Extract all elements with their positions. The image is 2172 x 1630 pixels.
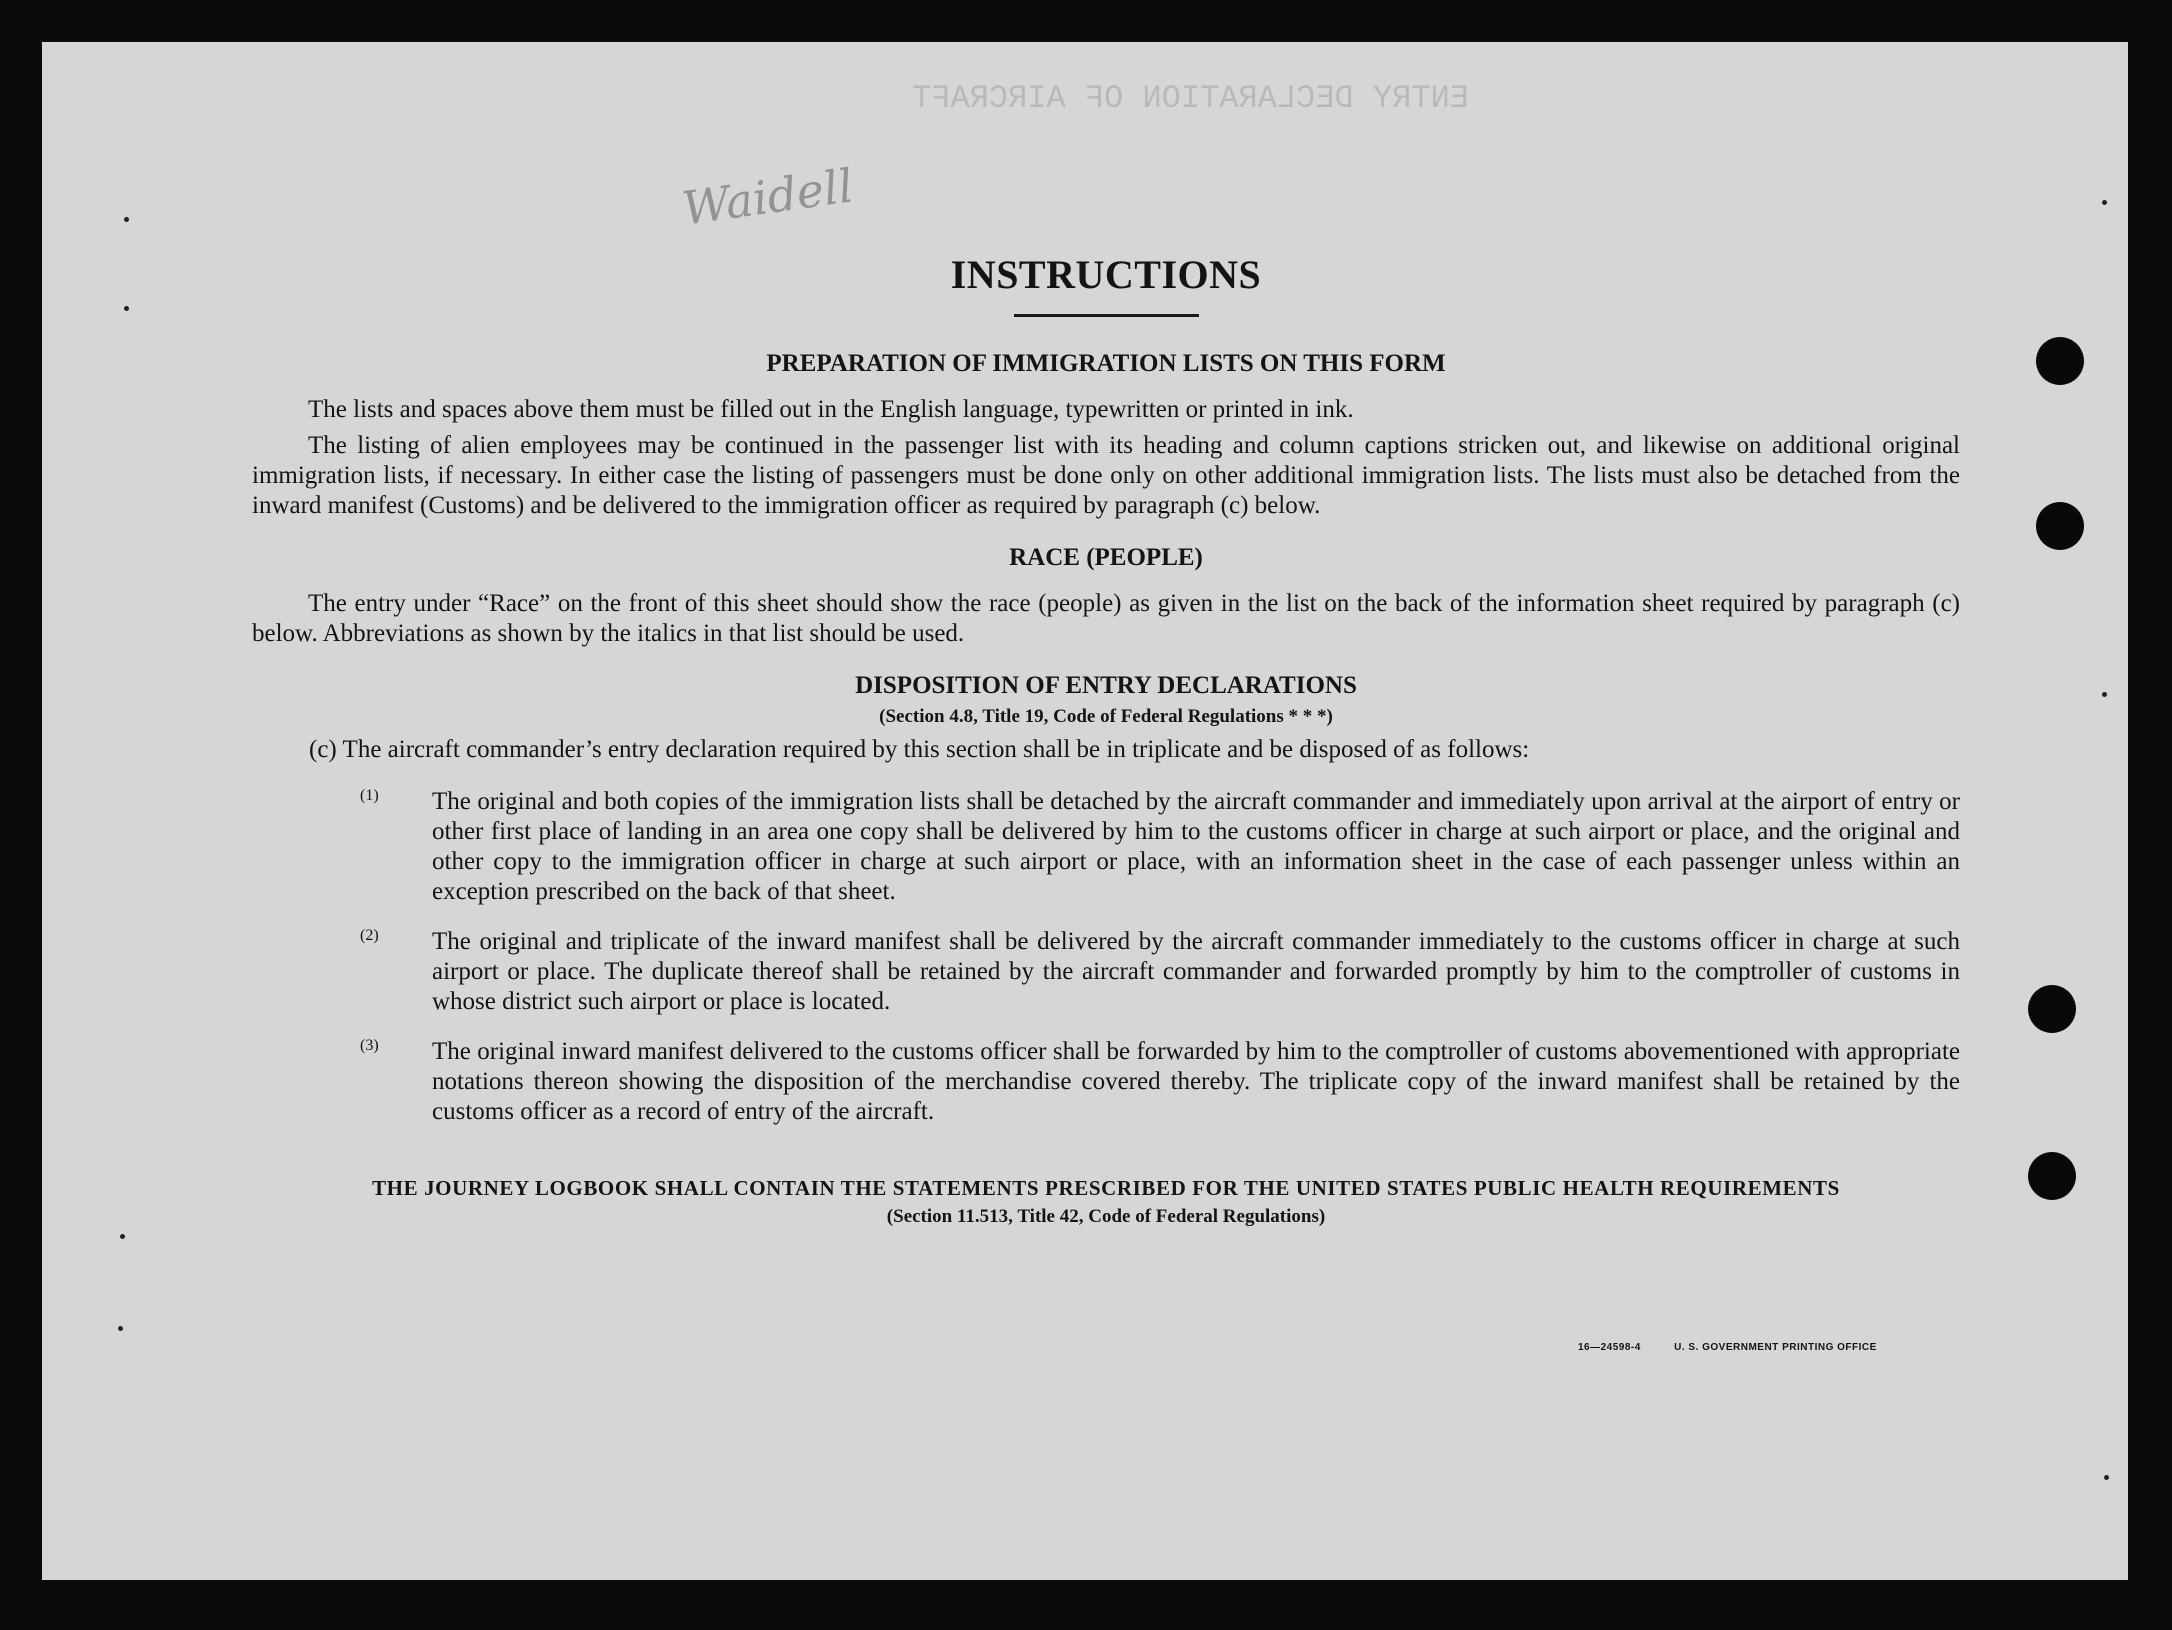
speck (124, 306, 129, 311)
disposition-item (252, 927, 1960, 1017)
show-through-text: ENTRY DECLARATION OF AIRCRAFT (912, 80, 1469, 117)
print-footer (1578, 1342, 1907, 1353)
speck (2104, 1475, 2109, 1480)
document-page (42, 42, 2128, 1580)
disposition-citation: (Section 4.8, Title 19, Code of Federal Regulations * * *) (879, 706, 1333, 727)
disposition-intro: (c) The aircraft commander’s entry declaration required by this section shall be in triplicate and be disposed of as follows: (309, 736, 1530, 763)
speck (2102, 692, 2107, 697)
speck (124, 217, 129, 222)
page-title: INSTRUCTIONS (950, 252, 1262, 297)
disposition-item (252, 787, 1960, 907)
health-statement: THE JOURNEY LOGBOOK SHALL CONTAIN THE STATEMENTS PRESCRIBED FOR THE UNITED STATES PUBLIC HEALTH REQUIREMENTS (372, 1176, 1840, 1200)
punch-hole (2028, 1152, 2076, 1200)
punch-hole (2036, 502, 2084, 550)
handwritten-annotation: Waidell (679, 158, 857, 236)
speck (2102, 200, 2107, 205)
item-text: The original and both copies of the immigration lists shall be detached by the aircraft commander and immediately upon arrival at the airport of entry or other first place of landing in an area one copy shall be delivered by him to the customs officer in charge at such airport or place, and the original and other copy to the immigration officer in charge at such airport or place, with an information sheet in the case of each passenger unless within an exception prescribed on the back of that sheet. (432, 788, 1960, 905)
punch-hole (2028, 985, 2076, 1033)
disposition-heading: DISPOSITION OF ENTRY DECLARATIONS (855, 672, 1357, 699)
speck (118, 1326, 123, 1331)
item-text: The original and triplicate of the inward manifest shall be delivered by the aircraft commander immediately to the customs officer in charge at such airport or place. The duplicate thereof shall be retained by the aircraft commander and forwarded promptly by him to the comptroller of customs in whose district such airport or place is located. (432, 928, 1960, 1015)
speck (120, 1234, 125, 1239)
form-number: 16—24598-4 (1578, 1342, 1641, 1353)
preparation-paragraph: The listing of alien employees may be continued in the passenger list with its heading and column captions stricken out, and likewise on additional original immigration lists, if necessary. In either case the listing of passengers must be done only on other additional immigration lists. The lists must also be detached from the inward manifest (Customs) and be delivered to the immigration officer as required by paragraph (c) below. (252, 432, 1960, 519)
title-rule (1014, 314, 1199, 317)
preparation-paragraph: The lists and spaces above them must be filled out in the English language, typewritten or printed in ink. (308, 396, 1354, 423)
health-citation: (Section 11.513, Title 42, Code of Federal Regulations) (886, 1206, 1326, 1227)
race-paragraph: The entry under “Race” on the front of this sheet should show the race (people) as given in the list on the back of the information sheet required by paragraph (c) below. Abbreviations as shown by the italics in that list should be used. (252, 590, 1960, 647)
disposition-item (252, 1037, 1960, 1127)
item-number: (1) (360, 787, 379, 804)
instructions-body (252, 252, 1960, 1231)
item-number: (2) (360, 927, 379, 944)
item-number: (3) (360, 1037, 379, 1054)
punch-hole (2036, 337, 2084, 385)
printer-credit: U. S. GOVERNMENT PRINTING OFFICE (1674, 1342, 1877, 1353)
preparation-heading: PREPARATION OF IMMIGRATION LISTS ON THIS FORM (766, 350, 1446, 377)
item-text: The original inward manifest delivered to the customs officer shall be forwarded by him to the comptroller of customs abovementioned with appropriate notations thereon showing the disposition of the merchandise covered thereby. The triplicate copy of the inward manifest shall be retained by the customs officer as a record of entry of the aircraft. (432, 1038, 1960, 1125)
race-heading: RACE (PEOPLE) (1009, 544, 1203, 571)
